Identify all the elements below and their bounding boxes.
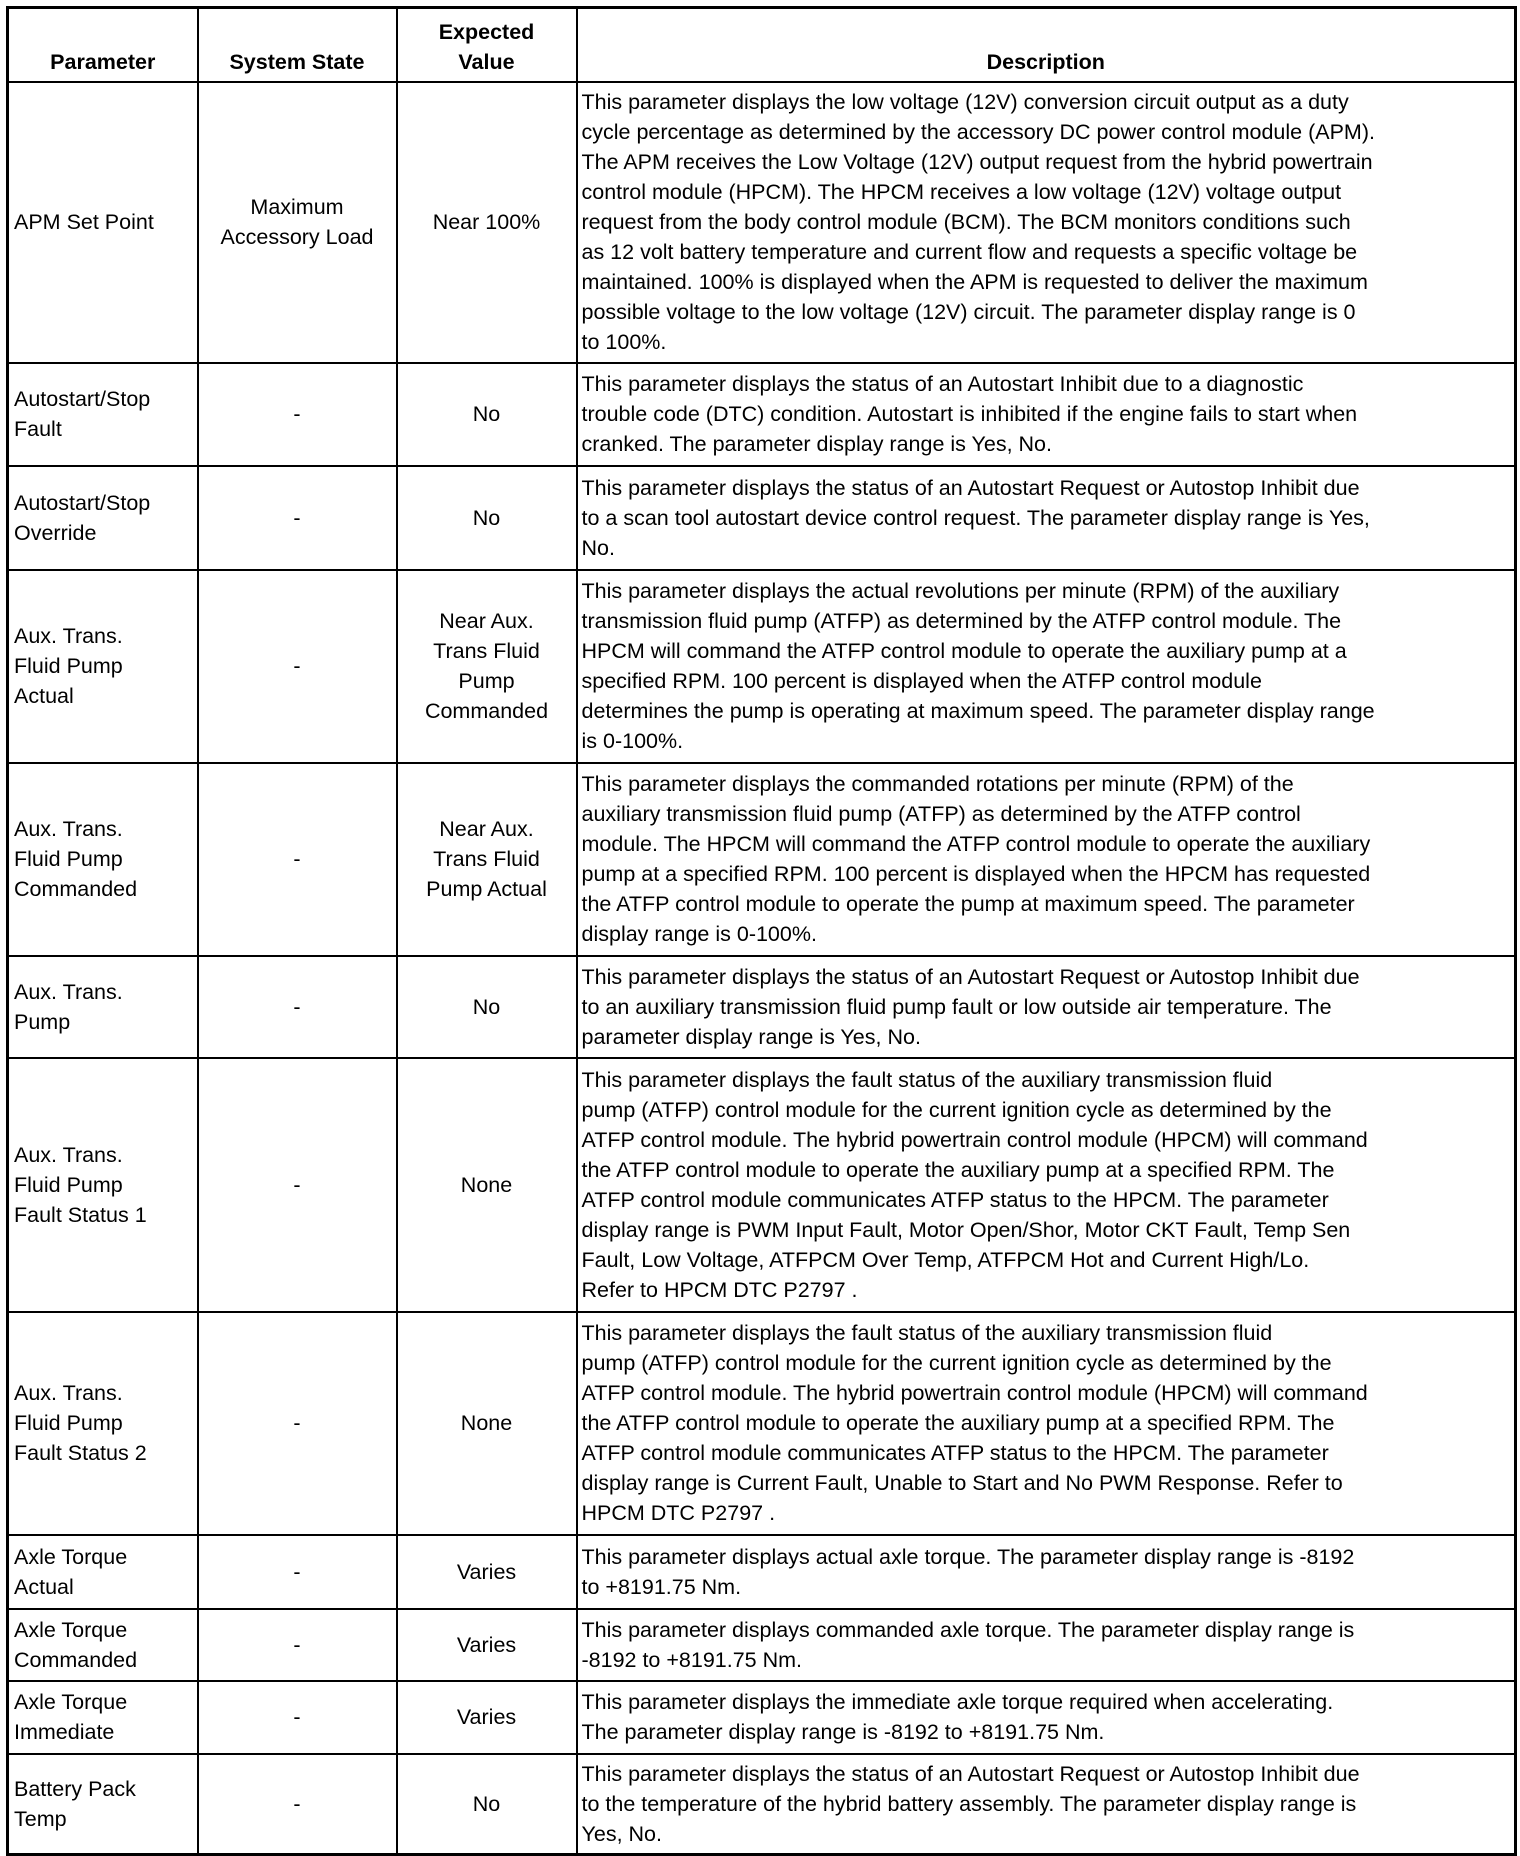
table-row <box>8 1312 1516 1535</box>
system-state-cell: Maximum Accessory Load <box>198 82 397 363</box>
expected-value-cell: Near 100% <box>397 82 577 363</box>
expected-value-cell: Varies <box>397 1535 577 1609</box>
parameter-cell: Aux. Trans. Fluid Pump Commanded <box>8 763 198 956</box>
parameter-cell: Axle Torque Commanded <box>8 1609 198 1681</box>
system-state-cell: - <box>198 466 397 570</box>
description-cell: This parameter displays the status of an Autostart Inhibit due to a diagnostic trouble code (DTC) condition. Autostart is inhibited if the engine fails to start when cranked. The parameter display range is Yes, No. <box>577 363 1516 466</box>
header-description: Description <box>577 8 1516 82</box>
parameter-cell: Aux. Trans. Pump <box>8 956 198 1058</box>
system-state-cell: - <box>198 956 397 1058</box>
description-cell: This parameter displays the status of an Autostart Request or Autostop Inhibit due to an auxiliary transmission fluid pump fault or low outside air temperature. The parameter display range is Yes, No. <box>577 956 1516 1058</box>
expected-value-cell: No <box>397 466 577 570</box>
expected-value-cell: No <box>397 363 577 466</box>
description-cell: This parameter displays the fault status of the auxiliary transmission fluid pump (ATFP) control module for the current ignition cycle as determined by the ATFP control module. The hybrid powertrain control module (HPCM) will command the ATFP control module to operate the auxiliary pump at a specified RPM. The ATFP control module communicates ATFP status to the HPCM. The parameter display range is PWM Input Fault, Motor Open/Shor, Motor CKT Fault, Temp Sen Fault, Low Voltage, ATFPCM Over Temp, ATFPCM Hot and Current High/Lo. Refer to HPCM DTC P2797 . <box>577 1058 1516 1312</box>
system-state-cell: - <box>198 763 397 956</box>
system-state-cell: - <box>198 1681 397 1754</box>
expected-value-cell: No <box>397 956 577 1058</box>
system-state-cell: - <box>198 570 397 763</box>
parameter-table <box>6 6 1517 1856</box>
expected-value-cell: None <box>397 1058 577 1312</box>
table-row <box>8 956 1516 1058</box>
expected-value-cell: No <box>397 1754 577 1855</box>
system-state-cell: - <box>198 1058 397 1312</box>
description-cell: This parameter displays the low voltage (12V) conversion circuit output as a duty cycle percentage as determined by the accessory DC power control module (APM). The APM receives the Low Voltage (12V) output request from the hybrid powertrain control module (HPCM). The HPCM receives a low voltage (12V) voltage output request from the body control module (BCM). The BCM monitors conditions such as 12 volt battery temperature and current flow and requests a specific voltage be maintained. 100% is displayed when the APM is requested to deliver the maximum possible voltage to the low voltage (12V) circuit. The parameter display range is 0 to 100%. <box>577 82 1516 363</box>
parameter-cell: Aux. Trans. Fluid Pump Actual <box>8 570 198 763</box>
table-row <box>8 1681 1516 1754</box>
system-state-cell: - <box>198 1312 397 1535</box>
description-cell: This parameter displays the fault status of the auxiliary transmission fluid pump (ATFP) control module for the current ignition cycle as determined by the ATFP control module. The hybrid powertrain control module (HPCM) will command the ATFP control module to operate the auxiliary pump at a specified RPM. The ATFP control module communicates ATFP status to the HPCM. The parameter display range is Current Fault, Unable to Start and No PWM Response. Refer to HPCM DTC P2797 . <box>577 1312 1516 1535</box>
header-row <box>8 8 1516 82</box>
description-cell: This parameter displays actual axle torque. The parameter display range is -8192 to +8191.75 Nm. <box>577 1535 1516 1609</box>
system-state-cell: - <box>198 1609 397 1681</box>
description-cell: This parameter displays commanded axle torque. The parameter display range is -8192 to +8191.75 Nm. <box>577 1609 1516 1681</box>
parameter-cell: Aux. Trans. Fluid Pump Fault Status 1 <box>8 1058 198 1312</box>
parameter-cell: Autostart/Stop Fault <box>8 363 198 466</box>
parameter-cell: Battery Pack Temp <box>8 1754 198 1855</box>
description-cell: This parameter displays the status of an Autostart Request or Autostop Inhibit due to the temperature of the hybrid battery assembly. The parameter display range is Yes, No. <box>577 1754 1516 1855</box>
table-row <box>8 1754 1516 1855</box>
description-cell: This parameter displays the immediate axle torque required when accelerating. The parameter display range is -8192 to +8191.75 Nm. <box>577 1681 1516 1754</box>
table-row <box>8 763 1516 956</box>
expected-value-cell: Near Aux. Trans Fluid Pump Actual <box>397 763 577 956</box>
parameter-cell: Autostart/Stop Override <box>8 466 198 570</box>
table-row <box>8 570 1516 763</box>
header-system-state: System State <box>198 8 397 82</box>
parameter-cell: Axle Torque Immediate <box>8 1681 198 1754</box>
expected-value-cell: None <box>397 1312 577 1535</box>
header-parameter: Parameter <box>8 8 198 82</box>
header-expected-value: Expected Value <box>397 8 577 82</box>
table-row <box>8 82 1516 363</box>
expected-value-cell: Varies <box>397 1681 577 1754</box>
table-row <box>8 1058 1516 1312</box>
table-row <box>8 466 1516 570</box>
description-cell: This parameter displays the status of an Autostart Request or Autostop Inhibit due to a scan tool autostart device control request. The parameter display range is Yes, No. <box>577 466 1516 570</box>
system-state-cell: - <box>198 363 397 466</box>
system-state-cell: - <box>198 1754 397 1855</box>
expected-value-cell: Near Aux. Trans Fluid Pump Commanded <box>397 570 577 763</box>
table-row <box>8 1609 1516 1681</box>
system-state-cell: - <box>198 1535 397 1609</box>
description-cell: This parameter displays the actual revolutions per minute (RPM) of the auxiliary transmission fluid pump (ATFP) as determined by the ATFP control module. The HPCM will command the ATFP control module to operate the auxiliary pump at a specified RPM. 100 percent is displayed when the ATFP control module determines the pump is operating at maximum speed. The parameter display range is 0-100%. <box>577 570 1516 763</box>
table-row <box>8 1535 1516 1609</box>
parameter-cell: APM Set Point <box>8 82 198 363</box>
parameter-cell: Axle Torque Actual <box>8 1535 198 1609</box>
expected-value-cell: Varies <box>397 1609 577 1681</box>
parameter-cell: Aux. Trans. Fluid Pump Fault Status 2 <box>8 1312 198 1535</box>
table-row <box>8 363 1516 466</box>
description-cell: This parameter displays the commanded rotations per minute (RPM) of the auxiliary transmission fluid pump (ATFP) as determined by the ATFP control module. The HPCM will command the ATFP control module to operate the auxiliary pump at a specified RPM. 100 percent is displayed when the HPCM has requested the ATFP control module to operate the pump at maximum speed. The parameter display range is 0-100%. <box>577 763 1516 956</box>
